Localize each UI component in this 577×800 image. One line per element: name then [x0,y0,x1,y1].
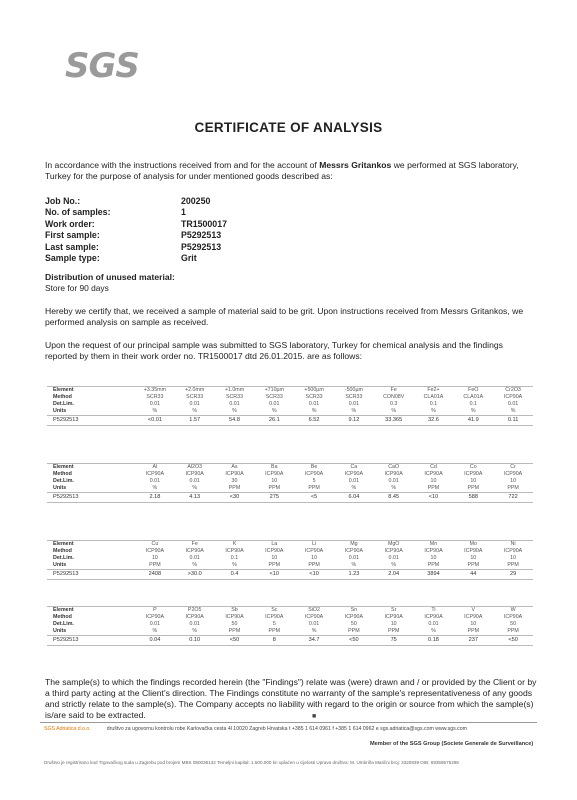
results-table [47,540,533,580]
table-cell: ICP90A [344,614,364,620]
table-cell: 10 [390,621,397,627]
table-row [47,555,533,562]
member-line: Member of the SGS Group (Societe Generale de Surveillance) [370,741,534,747]
table-cell: 50 [231,621,238,627]
table-cell: ICP90A [265,614,284,620]
info-row [45,242,227,253]
row-header: Method [53,394,72,400]
table-cell: P [135,607,175,615]
table-cell: 5 [272,621,276,627]
legal-line: Društvo je registrirano kod Trgovačkog suda u Zagrebu pod brojem MBS 080036132 Temeljni kapital: 1.500.000 kn uplaćen u cijelosti Uprava društva: M. Umbriña Matični broj: 3320839 OIB: 69359575298 [44,760,459,765]
table-cell: % [311,408,317,414]
sample-id: P5292513 [47,416,135,426]
row-header: Element [47,541,135,549]
info-value: P5292513 [181,241,222,252]
result-value: <10 [254,570,294,580]
table-cell: 10 [510,555,517,561]
table-cell: 10 [510,478,517,484]
table-cell: Ca [334,464,374,472]
info-value: 200250 [181,196,211,206]
table-row [47,607,533,615]
table-cell: +710µm [254,387,294,395]
info-value: Grit [181,253,197,264]
table-cell: % [351,485,357,491]
table-cell: PPM [507,485,519,491]
table-cell: ICP90A [424,471,443,477]
table-cell: % [152,408,158,414]
table-cell: 0.01 [189,401,200,407]
info-value: P5292513 [181,230,222,241]
table-row [47,464,533,472]
footer-address [44,726,467,732]
table-cell: ICP90A [185,471,204,477]
info-label: Job No.: [45,196,81,206]
results-table [47,606,533,646]
table-cell: 10 [430,555,437,561]
row-header: Units [53,628,67,634]
row-header: Method [53,614,72,620]
table-cell: PPM [507,562,519,568]
table-cell: CaO [374,464,414,472]
row-header: Units [53,485,67,491]
table-cell: +1.0mm [215,387,255,395]
sample-row [47,570,533,580]
table-cell: ICP90A [464,471,483,477]
row-header: Det.Lim. [53,478,74,484]
table-cell: % [351,408,357,414]
table-cell: 0.01 [149,401,161,407]
info-row [45,196,227,207]
table-cell: 0.1 [429,401,438,407]
table-cell: % [192,628,198,634]
table-cell: ICP90A [304,471,324,477]
result-value: >30.0 [175,570,215,580]
table-cell: ICP90A [384,548,403,554]
row-header: Units [53,562,67,568]
intro-text: In accordance with the instructions received from and for the account of [45,160,320,170]
table-row [47,562,533,570]
result-value: 6.52 [294,416,334,426]
table-row [47,541,533,549]
table-row [47,478,533,485]
info-row [45,230,227,241]
table-cell: 30 [231,478,238,484]
table-cell: PPM [467,628,480,634]
table-cell: W [493,607,533,615]
table-row [47,614,533,621]
table-cell: 5 [312,478,316,484]
results-table [47,463,533,503]
table-cell: % [192,562,198,568]
row-header: Method [53,548,72,554]
table-cell: Mn [414,541,454,549]
result-value: 34.7 [294,636,334,646]
table-cell: 0.01 [308,401,320,407]
table-row [47,471,533,478]
result-value: <50 [215,636,255,646]
table-cell: 10 [271,555,278,561]
table-cell: 0.01 [388,478,399,484]
info-label: Sample type: [45,253,100,264]
table-cell: 0.01 [348,401,360,407]
row-header: Element [47,607,135,615]
result-value: 8.45 [374,493,414,503]
table-cell: 10 [430,478,437,484]
table-cell: ICP90A [265,548,284,554]
page-title: CERTIFICATE OF ANALYSIS [194,120,383,135]
row-header: Units [53,408,67,414]
table-cell: Al [135,464,175,472]
result-value: 588 [453,493,493,503]
table-cell: % [431,628,436,634]
result-value: 75 [374,636,414,646]
result-value: 722 [493,493,533,503]
table-cell: 0.01 [308,621,320,627]
table-cell: ICP90A [145,471,165,477]
result-value: <10 [414,493,454,503]
info-row [45,207,227,218]
distribution-value: Store for 90 days [45,283,109,293]
table-row [47,408,533,416]
table-cell: PPM [348,628,360,634]
table-cell: Sc [254,607,294,615]
result-value: 9.12 [334,416,374,426]
row-header: Method [53,471,72,477]
table-cell: Sn [334,607,374,615]
table-cell: ICP90A [225,548,244,554]
sample-row [47,416,533,426]
info-row [45,219,227,230]
table-cell: 0.01 [348,555,360,561]
table-cell: 10 [470,621,477,627]
result-value: 237 [453,636,493,646]
table-cell: Cd [414,464,454,472]
result-value: 29 [493,570,533,580]
result-value: <0.01 [135,416,175,426]
result-value: 0.18 [414,636,454,646]
sample-id: P5292513 [47,493,135,503]
table-cell: % [311,628,317,634]
table-row [47,628,533,636]
row-header: Element [47,464,135,472]
result-value: 0.11 [493,416,533,426]
table-cell: Cr2O3 [493,387,533,395]
info-value: TR1500017 [181,218,227,229]
table-cell: % [391,485,397,491]
table-cell: Sb [215,607,255,615]
table-cell: ICP90A [503,471,523,477]
table-cell: ICP90A [185,614,204,620]
table-cell: % [152,485,158,491]
result-value: 44 [453,570,493,580]
table-cell: Co [453,464,493,472]
table-cell: Cu [135,541,175,549]
table-cell: SCR33 [146,394,164,400]
table-cell: +2.0mm [175,387,215,395]
table-cell: ICP90A [225,471,244,477]
result-value: 3894 [414,570,454,580]
table-cell: PPM [149,562,161,568]
info-row [45,253,227,264]
footer-divider [40,722,537,723]
table-cell: PPM [228,628,241,634]
table-cell: +3.35mm [135,387,175,395]
table-cell: Sr [374,607,414,615]
table-cell: 0.1 [469,401,477,407]
table-cell: PPM [308,485,320,491]
table-cell: ICP90A [225,614,244,620]
row-header: Det.Lim. [53,401,74,407]
table-cell: 10 [271,478,278,484]
table-cell: ICP90A [424,614,443,620]
sample-id: P5292513 [47,636,135,646]
table-cell: 10 [470,555,477,561]
result-value: 54.8 [215,416,255,426]
table-cell: SCR33 [305,394,323,400]
table-cell: PPM [228,485,241,491]
info-label: First sample: [45,230,100,241]
result-value: 33.365 [374,416,414,426]
table-cell: 0.01 [507,401,519,407]
table-cell: -500µm [334,387,374,395]
distribution-heading: Distribution of unused material: [45,272,175,282]
table-cell: PPM [427,485,440,491]
table-cell: ICP90A [424,548,443,554]
info-label: Last sample: [45,241,99,252]
result-value: <50 [493,636,533,646]
table-cell: % [391,408,397,414]
table-cell: Fe [374,387,414,395]
row-header: Det.Lim. [53,621,74,627]
table-cell: +500µm [294,387,334,395]
table-cell: 0.01 [229,401,240,407]
table-row [47,621,533,628]
result-value: <50 [334,636,374,646]
table-cell: PPM [308,562,320,568]
table-cell: Mg [334,541,374,549]
table-cell: FeO [453,387,493,395]
sample-row [47,493,533,503]
table-cell: P2O5 [175,607,215,615]
table-cell: SCR33 [225,394,244,400]
sample-row [47,636,533,646]
table-cell: Cr [493,464,533,472]
table-cell: 50 [350,621,357,627]
table-cell: % [510,408,516,414]
logo-text: SGS [65,46,139,86]
table-cell: CLA01A [463,394,484,400]
table-cell: % [232,562,237,568]
table-cell: CLA01A [423,394,444,400]
results-table [47,386,533,426]
result-value: 26.1 [254,416,294,426]
sgs-logo [65,42,139,92]
table-cell: % [192,485,198,491]
table-cell: ICP90A [384,471,403,477]
table-cell: ICP90A [344,548,364,554]
row-header: Det.Lim. [53,555,74,561]
table-cell: ICP90A [304,548,324,554]
result-value: 0.10 [175,636,215,646]
table-cell: As [215,464,255,472]
table-cell: 0.01 [149,621,161,627]
table-cell: % [351,562,357,568]
table-cell: ICP90A [304,614,324,620]
result-value: 8 [254,636,294,646]
table-cell: % [152,628,158,634]
result-value: <30 [215,493,255,503]
table-cell: 0.01 [189,621,200,627]
table-cell: ICP90A [503,394,523,400]
row-header: Element [47,387,135,395]
table-cell: Fe [175,541,215,549]
result-value: 4.13 [175,493,215,503]
table-cell: Ti [414,607,454,615]
table-cell: SCR33 [265,394,283,400]
table-cell: % [232,408,237,414]
table-cell: % [271,408,277,414]
table-cell: 10 [311,555,318,561]
company-name: SGS Adriatica d.o.o. [44,726,91,732]
table-cell: SCR33 [186,394,204,400]
disclaimer: The sample(s) to which the findings recorded herein (the "Findings") relate was (were) drawn and / or provided by the Client or by a third party acting at the Client's direction. The Findings constitute no warranty of the sample's representativeness of any goods and strictly relate to the sample(s). The Company accepts no liability with regard to the origin or source from which the sample(s) is/are said to be extracted. [45,677,537,720]
table-row [47,485,533,493]
result-value: 0.4 [215,570,255,580]
table-cell: 0.3 [389,401,398,407]
table-row [47,394,533,401]
table-cell: 0.01 [189,478,200,484]
table-cell: PPM [268,485,281,491]
info-value: 1 [181,207,186,218]
result-value: 41.9 [453,416,493,426]
table-cell: Li [294,541,334,549]
info-label: No. of samples: [45,207,111,218]
sample-id: P5292513 [47,570,135,580]
table-cell: % [192,408,198,414]
table-cell: ICP90A [344,471,364,477]
table-cell: PPM [387,628,400,634]
table-cell: % [391,562,397,568]
table-row [47,387,533,395]
result-value: 275 [254,493,294,503]
result-value: <10 [294,570,334,580]
intro-text-end: we performed at SGS laboratory, Turkey for the purpose of analysis for under mentioned goods described as: [45,160,519,181]
table-cell: SiO2 [294,607,334,615]
table-cell: PPM [427,562,440,568]
certify-paragraph: Hereby we certify that, we received a sample of material said to be grit. Upon instructions received from Messrs Gritankos, we performed analysis on sample as received. [45,306,524,327]
address-text: društvo za ugovornu kontrolu robe Karlovačka cesta 4l 10020 Zagreb Hrvatska t +385 1 614 0961 f +385 1 614 0962 e sgs.adriatica@sgs.com www.sgs.com [106,726,467,732]
table-cell: MgO [374,541,414,549]
result-value: 2.18 [135,493,175,503]
footer-mark: ■ [312,713,317,720]
request-paragraph: Upon the request of our principal sample was submitted to SGS laboratory, Turkey for chemical analysis and the findings reported by them in their work order no. TR1500017 dtd 26.01.2015. are as follows: [45,340,503,361]
table-cell: ICP90A [145,614,165,620]
table-cell: 0.01 [269,401,280,407]
table-cell: Ni [493,541,533,549]
table-cell: 0.01 [189,555,200,561]
intro-paragraph [45,160,537,182]
table-cell: ICP90A [145,548,165,554]
table-cell: PPM [467,485,480,491]
result-value: 2.04 [374,570,414,580]
table-cell: V [453,607,493,615]
table-cell: % [431,408,436,414]
table-cell: ICP90A [503,548,523,554]
table-cell: 0.01 [428,621,439,627]
table-row [47,548,533,555]
table-cell: 0.01 [149,478,161,484]
table-cell: La [254,541,294,549]
client-name: Messrs Gritankos [319,160,392,170]
result-value: <5 [294,493,334,503]
table-cell: 10 [470,478,477,484]
table-cell: ICP90A [464,548,483,554]
table-cell: Ba [254,464,294,472]
table-cell: ICP90A [384,614,403,620]
result-value: 1.23 [334,570,374,580]
result-value: 32.6 [414,416,454,426]
table-cell: PPM [268,562,281,568]
table-cell: PPM [467,562,480,568]
table-cell: ICP90A [503,614,523,620]
table-cell: PPM [507,628,519,634]
table-cell: Al2O3 [175,464,215,472]
table-cell: CON08V [383,394,405,400]
table-cell: 0.01 [388,555,399,561]
table-cell: Be [294,464,334,472]
table-cell: ICP90A [265,471,284,477]
result-value: 0.04 [135,636,175,646]
table-cell: ICP90A [464,614,483,620]
table-row [47,401,533,408]
job-info [45,196,227,264]
result-value: 6.04 [334,493,374,503]
table-cell: 10 [151,555,158,561]
info-label: Work order: [45,218,95,229]
table-cell: SCR33 [345,394,363,400]
table-cell: Fe2+ [414,387,454,395]
result-value: 1.57 [175,416,215,426]
result-value: 2408 [135,570,175,580]
table-cell: % [470,408,476,414]
table-cell: 0.01 [348,478,360,484]
table-cell: Mo [453,541,493,549]
table-cell: 0.1 [230,555,239,561]
table-cell: K [215,541,255,549]
table-cell: PPM [268,628,281,634]
table-cell: 50 [510,621,517,627]
table-cell: ICP90A [185,548,204,554]
